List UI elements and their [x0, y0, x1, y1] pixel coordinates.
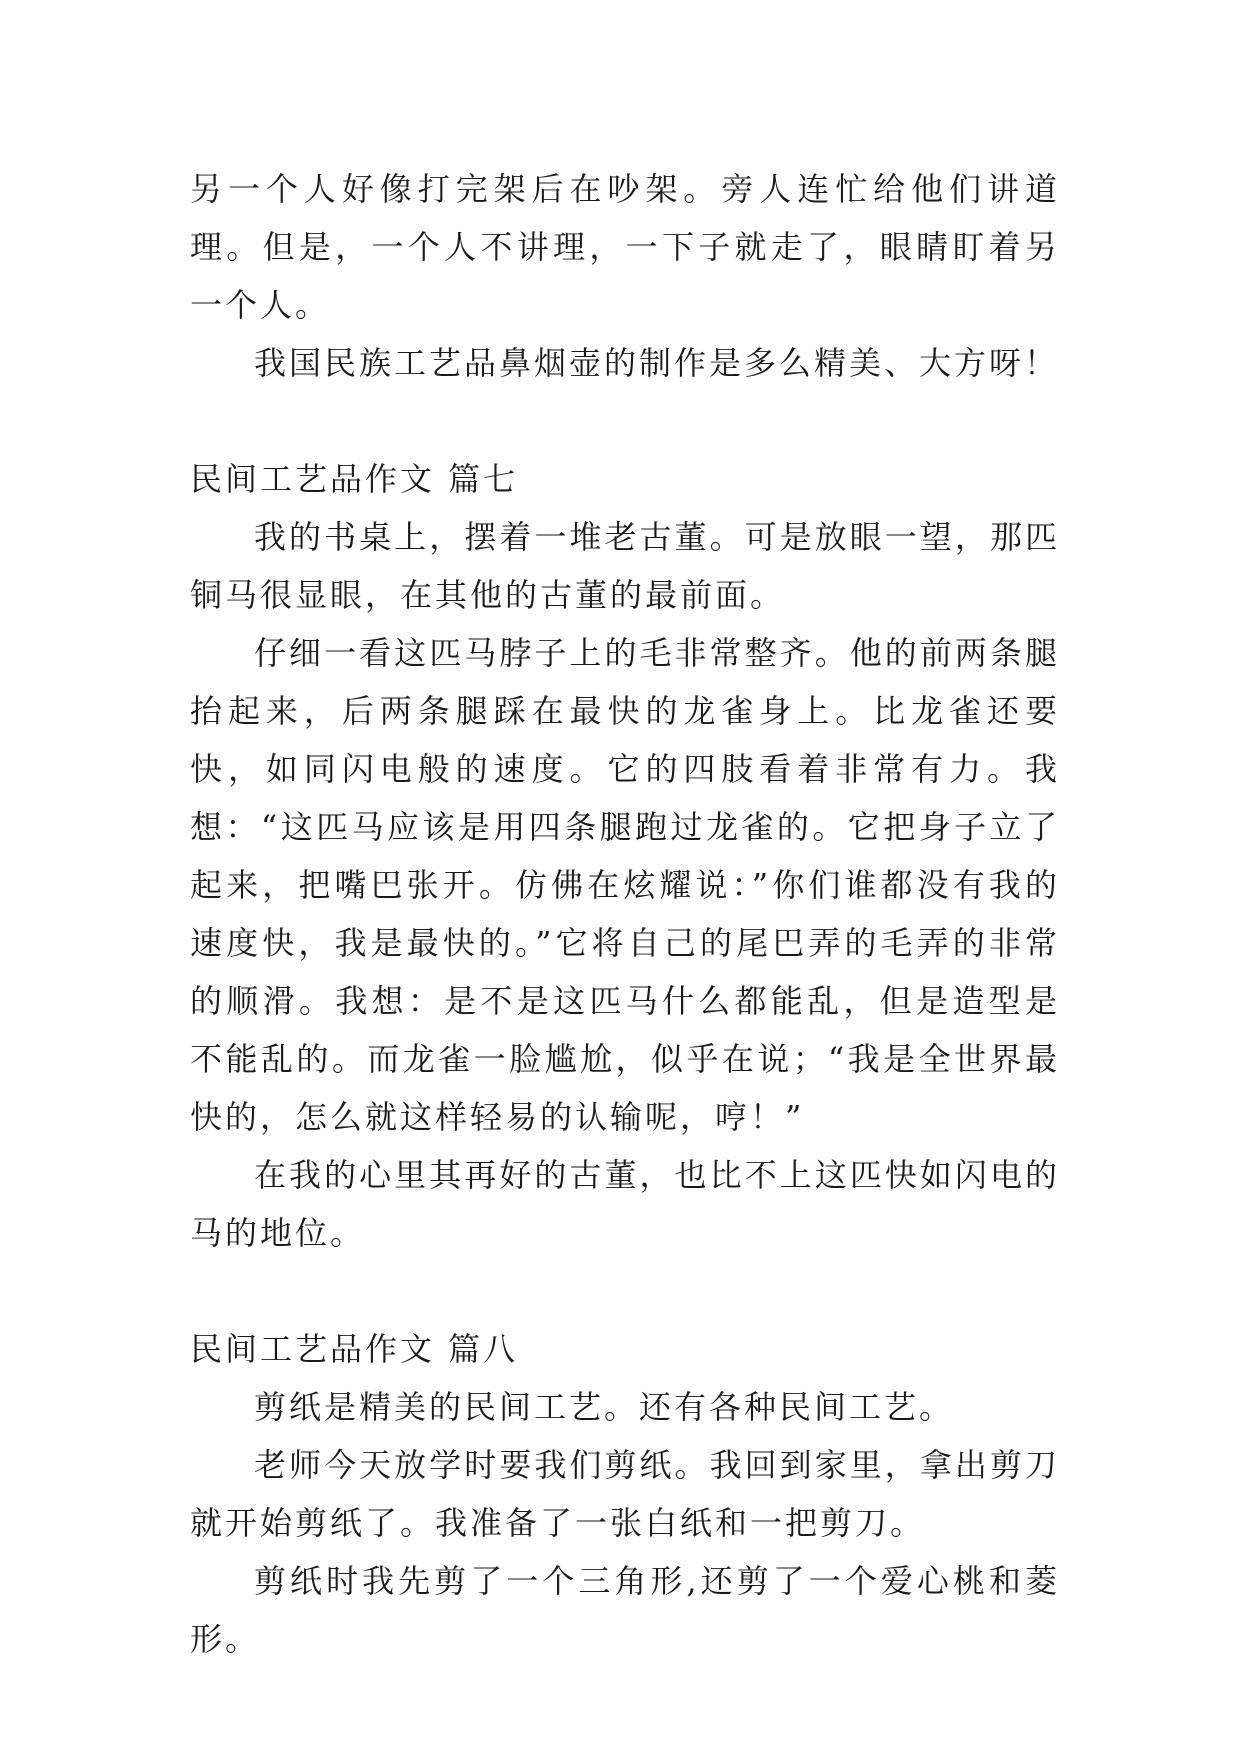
section-heading-7: 民间工艺品作文 篇七	[190, 460, 519, 498]
paragraph: 我的书桌上，摆着一堆老古董。可是放眼一望，那匹铜马很显眼，在其他的古董的最前面。	[190, 518, 1060, 614]
paragraph: 老师今天放学时要我们剪纸。我回到家里，拿出剪刀就开始剪纸了。我准备了一张白纸和一把剪刀。	[190, 1446, 1060, 1542]
paragraph: 剪纸时我先剪了一个三角形,还剪了一个爱心桃和菱形。	[190, 1562, 1060, 1658]
section-heading-8: 民间工艺品作文 篇八	[190, 1330, 519, 1368]
paragraph: 仔细一看这匹马脖子上的毛非常整齐。他的前两条腿抬起来，后两条腿踩在最快的龙雀身上。比龙雀还要快，如同闪电般的速度。它的四肢看着非常有力。我想：“这匹马应该是用四条腿跑过龙雀的。它把身子立了起来，把嘴巴张开。仿佛在炫耀说：”你们谁都没有我的速度快，我是最快的。”它将自己的尾巴弄的毛弄的非常的顺滑。我想：是不是这匹马什么都能乱，但是造型是不能乱的。而龙雀一脸尴尬，似乎在说；“我是全世界最快的，怎么就这样轻易的认输呢，哼！”	[190, 634, 1060, 1136]
document-page	[190, 160, 1060, 1668]
section-gap	[190, 392, 1060, 450]
section-gap	[190, 1262, 1060, 1320]
paragraph: 在我的心里其再好的古董，也比不上这匹快如闪电的马的地位。	[190, 1156, 1060, 1252]
paragraph-snuff-bottle: 我国民族工艺品鼻烟壶的制作是多么精美、大方呀！	[254, 344, 1060, 382]
paragraph: 剪纸是精美的民间工艺。还有各种民间工艺。	[254, 1388, 955, 1426]
paragraph-continued: 另一个人好像打完架后在吵架。旁人连忙给他们讲道理。但是，一个人不讲理，一下子就走了，眼睛盯着另一个人。	[190, 170, 1060, 324]
